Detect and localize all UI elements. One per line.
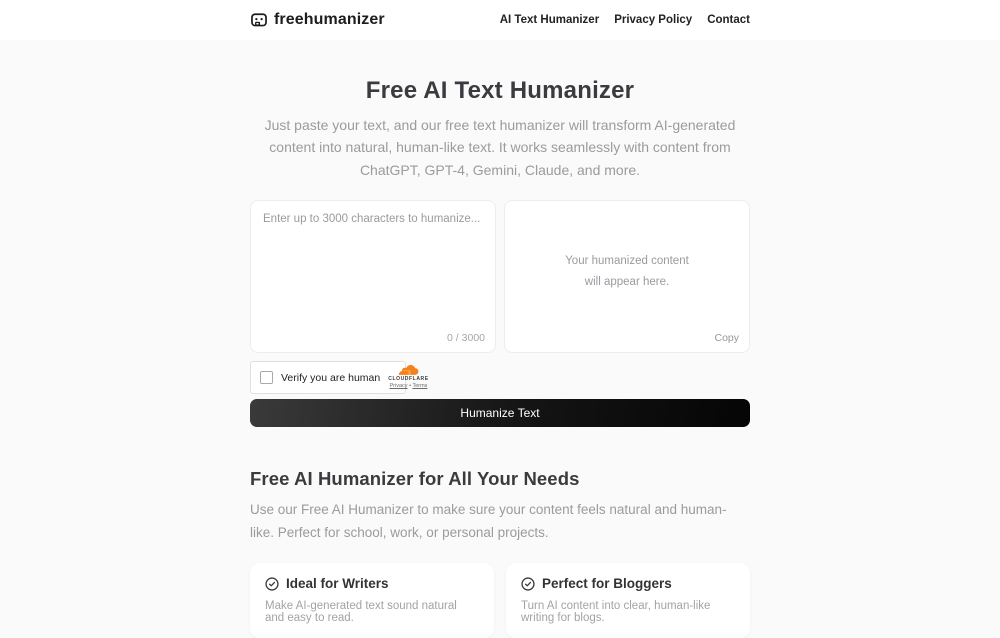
output-placeholder-text: Your humanized content will appear here.	[565, 255, 689, 288]
feature-card-writers	[250, 563, 494, 638]
cloudflare-branding	[388, 365, 428, 390]
main-content	[250, 77, 750, 638]
nav-link-contact[interactable]: Contact	[707, 14, 750, 26]
page-subtitle: Just paste your text, and our free text humanizer will transform AI-generated content into natural, human-like text. It works seamlessly with content from ChatGPT, GPT-4, Gemini, Claude, and more.	[264, 117, 736, 178]
output-panel	[504, 200, 750, 353]
copy-button[interactable]: Copy	[714, 332, 739, 345]
cloudflare-turnstile-widget	[250, 361, 429, 394]
humanizer-panels	[250, 200, 750, 353]
card-title-row	[521, 576, 735, 591]
verify-human-label: Verify you are human	[281, 371, 381, 384]
turnstile-privacy-link[interactable]: Privacy	[389, 383, 408, 390]
card-title: Perfect for Bloggers	[542, 576, 672, 592]
features-title: Free AI Humanizer for All Your Needs	[250, 468, 580, 490]
card-title: Ideal for Writers	[286, 576, 389, 592]
features-description: Use our Free AI Humanizer to make sure your content feels natural and human-like. Perfect for school, work, or personal projects.	[250, 502, 727, 541]
nav-link-privacy-policy[interactable]: Privacy Policy	[614, 14, 693, 26]
turnstile-terms-link[interactable]: Terms	[412, 383, 428, 390]
text-input[interactable]	[251, 201, 495, 321]
card-description: Turn AI content into clear, human-like writing for blogs.	[521, 600, 711, 625]
main-nav	[500, 14, 750, 26]
nav-link-ai-text-humanizer[interactable]: AI Text Humanizer	[499, 14, 600, 26]
check-circle-icon	[265, 577, 279, 591]
turnstile-links	[390, 384, 428, 390]
input-panel	[250, 200, 496, 353]
cloudflare-wordmark: CLOUDFLARE	[388, 376, 429, 383]
features-section	[250, 468, 750, 638]
header	[0, 0, 1000, 40]
brand-name: freehumanizer	[274, 11, 385, 28]
cloudflare-cloud-icon	[397, 365, 419, 376]
char-counter: 0 / 3000	[447, 332, 485, 345]
page-title: Free AI Text Humanizer	[365, 77, 635, 104]
brand-logo[interactable]	[250, 11, 385, 29]
header-inner	[250, 11, 750, 29]
verify-human-checkbox[interactable]	[260, 371, 273, 384]
check-circle-icon	[521, 577, 535, 591]
turnstile-links-separator: •	[409, 383, 411, 390]
feature-cards	[250, 563, 750, 638]
humanize-text-button[interactable]: Humanize Text	[250, 399, 750, 427]
card-description: Make AI-generated text sound natural and easy to read.	[265, 600, 457, 625]
card-title-row	[265, 576, 479, 591]
robot-icon	[250, 11, 268, 29]
feature-card-bloggers	[506, 563, 750, 638]
